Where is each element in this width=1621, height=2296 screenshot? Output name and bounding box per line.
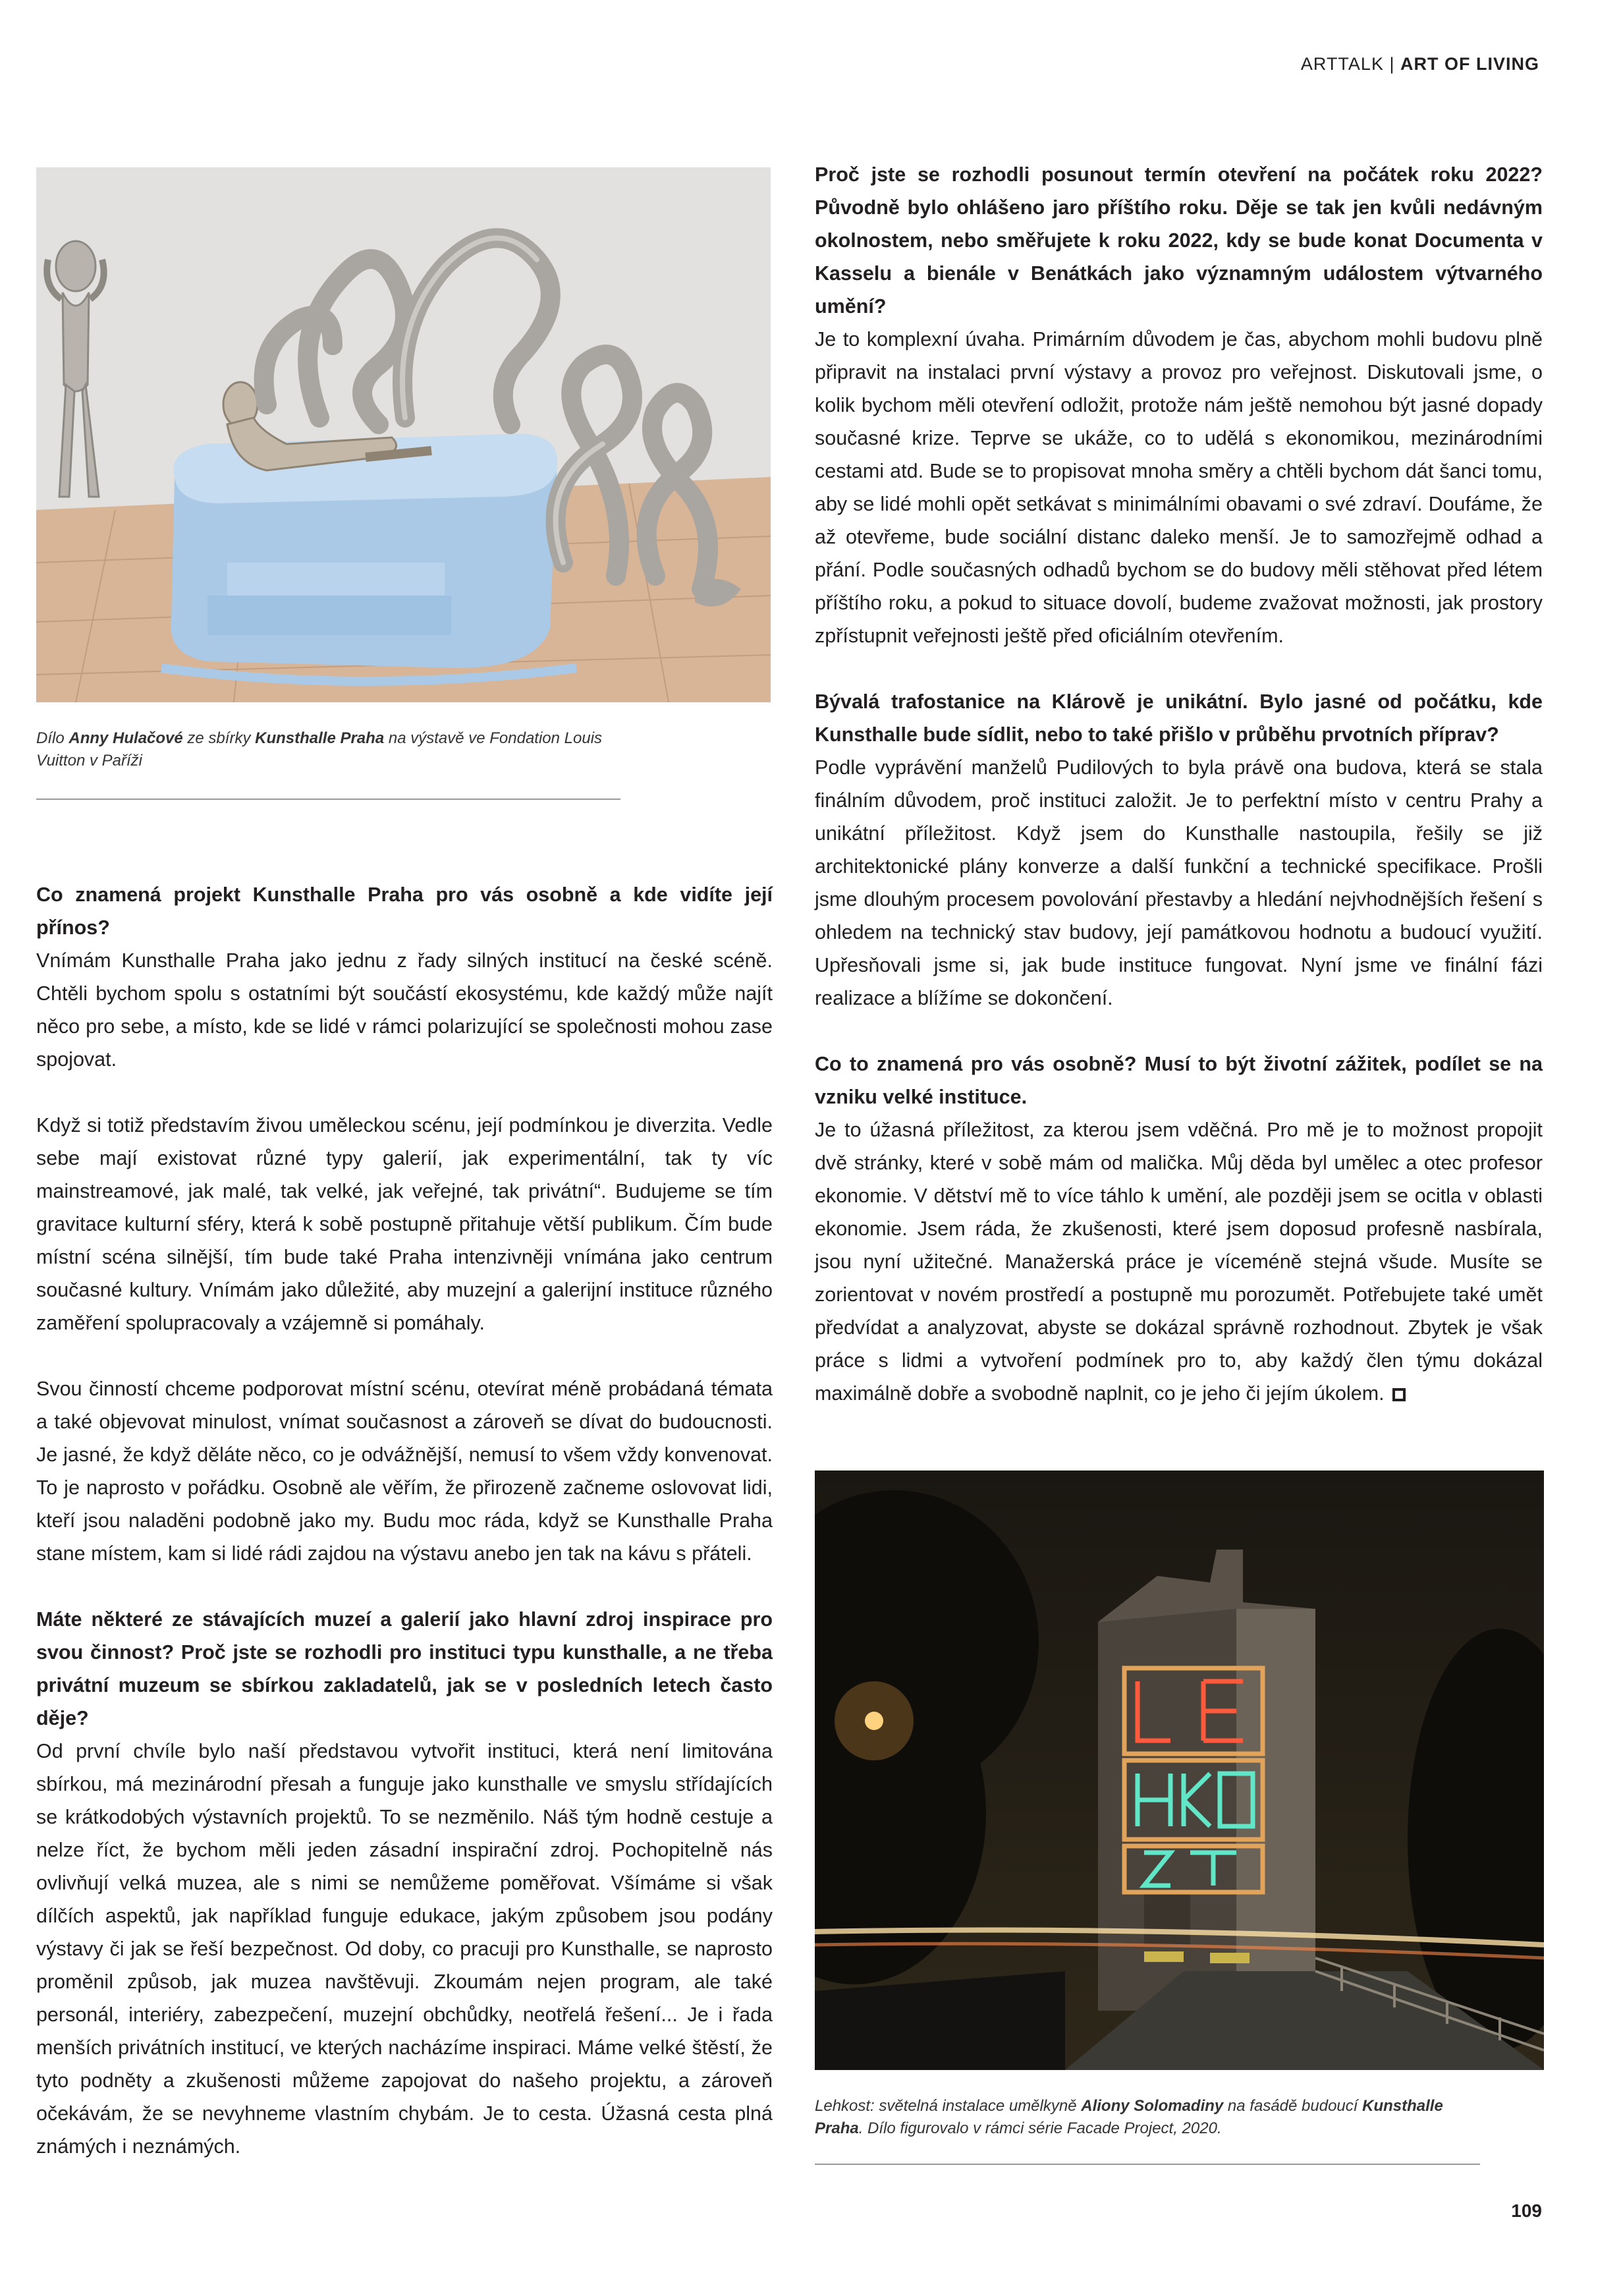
answer-paragraph: Je to komplexní úvaha. Primárním důvodem je čas, abychom mohli budovu plně připravit na instalaci první výstavy a provoz pro veřejnost. Diskutovali jsme, o kolik bychom měli otevření odložit, protože nám ještě nemohou být jasné dopady současné krize. Teprve se ukáže, co to udělá s ekonomikou, mezinárodními cestami atd. Bude se to propisovat mnoha směry a chtěli bychom dát šanci tomu, aby se lidé mohli opět setkávat s minimálními obavami o své zdraví. Doufáme, že až otevřeme, bude sociální distanc daleko menší. Je to samozřejmě odhad a přání. Podle současných odhadů bychom se do budovy měli stěhovat před létem příštího roku, a pokud to situace dovolí, budeme zvažovat možnosti, jak prostory zpřístupnit veřejnosti ještě před oficiálním otevřením.	[815, 328, 1543, 647]
right-column	[815, 158, 1543, 1410]
caption-text: ze sbírky	[182, 729, 256, 747]
top-photo-caption	[36, 727, 616, 772]
caption-divider	[815, 2164, 1480, 2165]
answer-text: Je to úžasná příležitost, za kterou jsem vděčná. Pro mě je to možnost propojit dvě stránky, které v sobě mám od malička. Můj děda byl umělec a otec profesor ekonomie. V dětství mě to více táhlo k umění, ale později jsem se ocitla v oblasti ekonomie. Jsem ráda, že zkušenosti, které jsem doposud profesně nasbírala, jsou nyní užitečné. Manažerská práce je víceméně stejná všude. Musíte se zorientovat v novém prostředí a postupně mu porozumět. Potřebujete také umět předvídat a analyzovat, abyste se dokázal správně rozhodnout. Zbytek je však práce s lidmi a vytvoření podmínek pro to, aby každý člen týmu dokázal maximálně dobře a svobodně naplnit, co je jeho či jejím úkolem.	[815, 1119, 1543, 1405]
caption-artist: Aliony Solomadiny	[1081, 2097, 1224, 2115]
page-number: 109	[1511, 2200, 1542, 2221]
caption-text: . Dílo figurovalo v rámci série Facade Project, 2020.	[858, 2119, 1222, 2137]
caption-text: Dílo	[36, 729, 69, 747]
end-of-article-icon	[1392, 1388, 1406, 1401]
answer-paragraph: Podle vyprávění manželů Pudilových to byla právě ona budova, která se stala finálním důvodem, proč instituci založit. Je to perfektní místo v centru Prahy a unikátní příležitost. Když jsem do Kunsthalle nastoupila, řešily se již architektonické plány konverze a další funkční a technické specifikace. Prošli jsme dlouhým procesem povolování přestavby a hledání nejvhodnějších řešení s ohledem na technický stav budovy, její památkovou hodnotu a budoucí využití. Upřesňovali jsme si, jak bude instituce fungovat. Nyní jsme ve finální fázi realizace a blížíme se dokončení.	[815, 756, 1543, 1009]
question-heading: Co to znamená pro vás osobně? Musí to být životní zážitek, podílet se na vzniku velké instituce.	[815, 1053, 1543, 1108]
answer-paragraph: Když si totiž představím živou uměleckou scénu, její podmínkou je diverzita. Vedle sebe mají existovat různé typy galerií, jak experimentální, tak ty víc mainstreamové, jak malé, tak velké, jak veřejné, tak privátní“. Budujeme se tím gravitace kulturní sféry, která k sobě postupně přitahuje větší publikum. Čím bude místní scéna silnější, tím bude také Praha intenzivněji vnímána jako centrum současné kultury. Vnímám jako důležité, aby muzejní a galerijní instituce různého zaměření spolupracovaly a vzájemně si pomáhaly.	[36, 1114, 773, 1334]
caption-text: na fasádě budoucí	[1223, 2097, 1363, 2115]
header-separator: |	[1383, 54, 1400, 74]
question-heading: Co znamená projekt Kunsthalle Praha pro vás osobně a kde vidíte její přínos?	[36, 883, 773, 939]
left-column	[36, 878, 773, 2163]
question-heading: Máte některé ze stávajících muzeí a galerií jako hlavní zdroj inspirace pro svou činnost? Proč jste se rozhodli pro instituci typu kunsthalle, a ne třeba privátní muzeum se sbírkou zakladatelů, jak se v posledních letech často děje?	[36, 1608, 773, 1729]
answer-paragraph: Od první chvíle bylo naší představou vytvořit instituci, která není limitována sbírkou, má mezinárodní přesah a funguje jako kunsthalle ve smyslu střídajících se krátkodobých výstavních projektů. To se nezměnilo. Náš tým hodně cestuje a nelze říct, že bychom měli jeden zásadní inspirační zdroj. Pochopitelně nás ovlivňují velká muzea, ale s nimi se nemůžeme poměřovat. Všímáme si však dílčích aspektů, jak například funguje edukace, jakým způsobem jsou podány výstavy či jak se řeší bezpečnost. Od doby, co pracuji pro Kunsthalle, se naprosto proměnil způsob, jak muzea navštěvuji. Zkoumám nejen program, ale také personál, interiéry, zabezpečení, muzejní obchůdky, neotřelá řešení... Je i řada menších privátních institucí, ve kterých nacházíme inspiraci. Máme velké štěstí, že tyto podněty a zkušenosti můžeme zapojovat do našeho projektu, a zároveň očekávám, že se nevyhneme vlastním chybám. Je to cesta. Úžasná cesta plná známých i neznámých.	[36, 1740, 773, 2158]
question-heading: Bývalá trafostanice na Klárově je unikátní. Bylo jasné od počátku, kde Kunsthalle bude sídlit, nebo to také přišlo v průběhu prvotních příprav?	[815, 690, 1543, 746]
running-header	[1301, 54, 1539, 74]
answer-paragraph: Vnímám Kunsthalle Praha jako jednu z řady silných institucí na české scéně. Chtěli bychom spolu s ostatními být součástí ekosystému, kde každý může najít něco pro sebe, a místo, kde se lidé v rámci polarizující se společnosti mohou zase spojovat.	[36, 949, 773, 1071]
question-heading: Proč jste se rozhodli posunout termín otevření na počátek roku 2022? Původně bylo ohlášeno jaro příštího roku. Děje se tak jen kvůli nedávným okolnostem, nebo směřujete k roku 2022, kdy se bude konat Documenta v Kasselu a bienále v Benátkách jako významným událostem výtvarného umění?	[815, 163, 1543, 318]
answer-paragraph: Svou činností chceme podporovat místní scénu, otevírat méně probádaná témata a také objevovat minulost, vnímat současnost a zároveň se dívat do budoucnosti. Je jasné, že když děláte něco, co je odvážnější, nemusí to všem vždy konvenovat. To je naprosto v pořádku. Osobně ale věřím, že přirozeně začneme oslovovat lidi, kteří jsou naladěni podobně jako my. Budu moc ráda, když se Kunsthalle Praha stane místem, kam si lidé rádi zajdou na výstavu anebo jen tak na kávu s přáteli.	[36, 1378, 773, 1565]
sculpture-photo	[36, 167, 771, 702]
answer-paragraph	[815, 1113, 1543, 1410]
caption-building: Kunsthalle Praha	[815, 2097, 1443, 2137]
caption-text: Lehkost: světelná instalace umělkyně	[815, 2097, 1082, 2115]
caption-text: na výstavě ve Fondation Louis Vuitton v Paříži	[36, 729, 603, 770]
header-section: ARTTALK	[1300, 54, 1384, 74]
caption-divider	[36, 798, 620, 800]
caption-collection: Kunsthalle Praha	[255, 729, 385, 747]
facade-photo	[815, 1470, 1544, 2070]
bottom-photo-caption	[815, 2095, 1473, 2140]
header-title: ART OF LIVING	[1400, 54, 1539, 74]
caption-artist: Anny Hulačové	[69, 729, 183, 747]
